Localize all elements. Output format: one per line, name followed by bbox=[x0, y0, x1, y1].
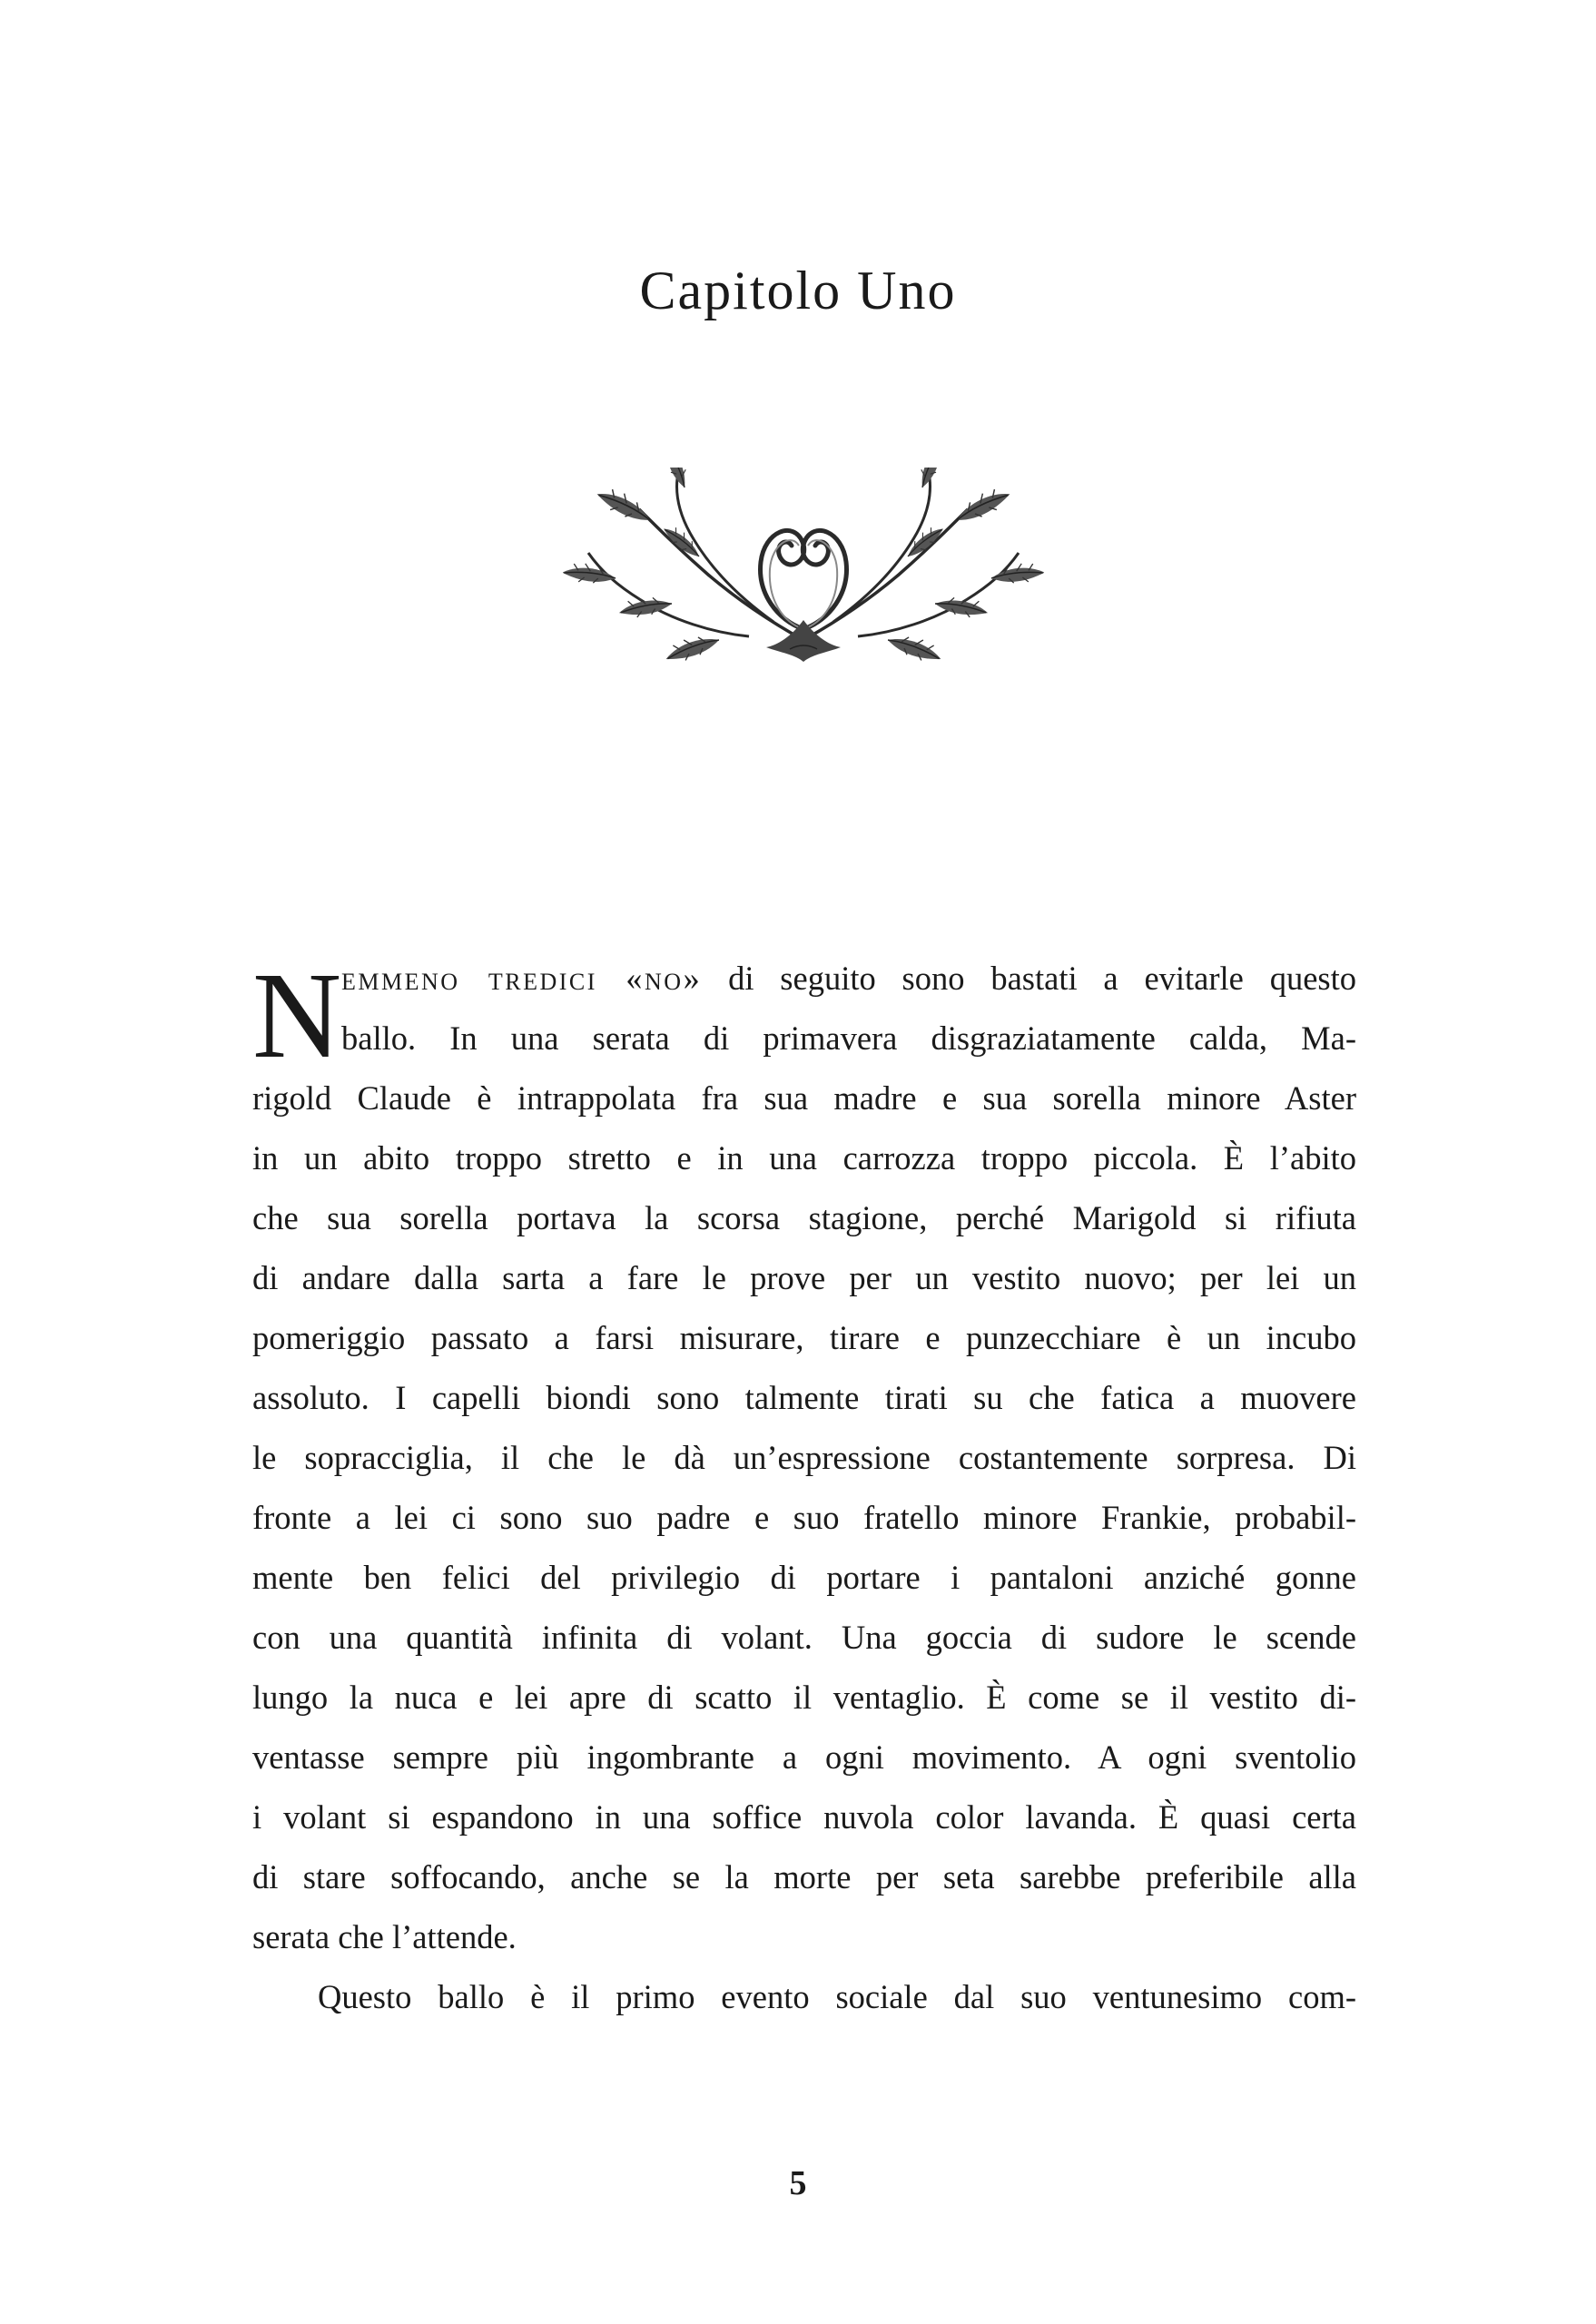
text-line-12: con una quantità infinita di volant. Una goccia di sudore le scende bbox=[252, 1619, 1356, 1656]
text-line-15: i volant si espandono in una soffice nuvola color lavanda. È quasi certa bbox=[252, 1798, 1356, 1836]
text-line-18: Questo ballo è il primo evento sociale dal suo ventunesimo com- bbox=[318, 1978, 1356, 2015]
chapter-title: Capitolo Uno bbox=[639, 261, 957, 320]
text-line-8: assoluto. I capelli biondi sono talmente tirati su che fatica a muovere bbox=[252, 1379, 1356, 1416]
text-line-14: ventasse sempre più ingombrante a ogni movimento. A ogni sventolio bbox=[252, 1738, 1356, 1776]
text-line-5: che sua sorella portava la scorsa stagione, perché Marigold si rifiuta bbox=[252, 1199, 1356, 1236]
text-line-9: le sopracciglia, il che le dà un’espressione costantemente sorpresa. Di bbox=[252, 1439, 1356, 1476]
text-line-17: serata che l’attende. bbox=[252, 1918, 517, 1955]
chapter-body-text bbox=[252, 949, 1356, 2027]
text-line-11: mente ben felici del privilegio di portare i pantaloni anziché gonne bbox=[252, 1559, 1356, 1596]
text-line-1: emmeno tredici «no» di seguito sono bastati a evitarle questo bbox=[341, 960, 1356, 997]
text-line-4: in un abito troppo stretto e in una carrozza troppo piccola. È l’abito bbox=[252, 1139, 1356, 1177]
text-line-10: fronte a lei ci sono suo padre e suo fratello minore Frankie, probabil- bbox=[252, 1499, 1356, 1536]
text-line-16: di stare soffocando, anche se la morte per seta sarebbe preferibile alla bbox=[252, 1858, 1356, 1896]
text-line-7: pomeriggio passato a farsi misurare, tirare e punzecchiare è un incubo bbox=[252, 1319, 1356, 1356]
floral-scroll-ornament-icon bbox=[563, 468, 1044, 663]
text-line-6: di andare dalla sarta a fare le prove per un vestito nuovo; per lei un bbox=[252, 1259, 1356, 1296]
lead-smallcaps: emmeno tredici «no» bbox=[341, 960, 703, 997]
text-line-13: lungo la nuca e lei apre di scatto il ventaglio. È come se il vestito di- bbox=[252, 1679, 1356, 1716]
text-line-3: rigold Claude è intrappolata fra sua madre e sua sorella minore Aster bbox=[252, 1079, 1356, 1117]
dropcap-wrapped-lines bbox=[341, 949, 1356, 1068]
page-number: 5 bbox=[789, 2164, 807, 2202]
drop-cap: N bbox=[252, 948, 342, 1084]
text-line-2: ballo. In una serata di primavera disgraziatamente calda, Ma- bbox=[341, 1019, 1356, 1057]
